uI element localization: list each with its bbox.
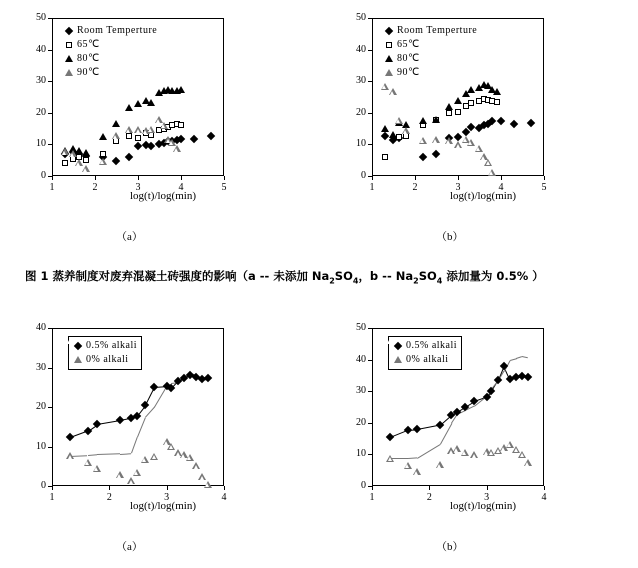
x-axis-tick bbox=[501, 176, 502, 180]
x-axis-tick-label: 5 bbox=[541, 182, 547, 193]
data-point-square bbox=[100, 151, 106, 157]
chart-top-right bbox=[338, 10, 588, 250]
legend-label: 90℃ bbox=[77, 67, 100, 78]
data-point-open-triangle bbox=[116, 471, 124, 478]
y-axis-tick-label: 10 bbox=[36, 440, 46, 452]
y-axis-tick bbox=[48, 18, 52, 19]
data-point-triangle bbox=[493, 88, 501, 95]
y-axis-tick-label: 30 bbox=[36, 361, 46, 373]
y-axis-tick bbox=[48, 407, 52, 408]
legend-item bbox=[71, 353, 137, 366]
x-axis-tick bbox=[429, 486, 430, 490]
data-point-open-triangle bbox=[186, 454, 194, 461]
data-point-open-triangle bbox=[69, 150, 77, 157]
data-point-square bbox=[83, 157, 89, 163]
y-axis-tick-label: 20 bbox=[356, 416, 366, 428]
legend-label: 0% alkali bbox=[406, 354, 449, 365]
legend-item bbox=[62, 66, 157, 79]
data-point-open-triangle bbox=[518, 451, 526, 458]
data-point-open-triangle bbox=[395, 117, 403, 124]
data-point-open-triangle bbox=[141, 456, 149, 463]
data-point-open-triangle bbox=[173, 145, 181, 152]
data-point-open-triangle bbox=[484, 159, 492, 166]
x-axis-tick-label: 1 bbox=[49, 182, 55, 193]
data-point-open-triangle bbox=[84, 459, 92, 466]
data-point-diamond bbox=[393, 341, 401, 349]
data-point-open-triangle bbox=[386, 455, 394, 462]
y-axis-tick bbox=[368, 113, 372, 114]
x-axis-tick bbox=[95, 176, 96, 180]
subfigure-caption: （b） bbox=[436, 541, 464, 553]
data-point-triangle bbox=[147, 99, 155, 106]
y-axis-tick bbox=[368, 423, 372, 424]
y-axis-tick-label: 20 bbox=[356, 106, 366, 118]
x-axis-tick-label: 3 bbox=[164, 492, 170, 503]
data-point-open-triangle bbox=[389, 88, 397, 95]
data-point-open-triangle bbox=[402, 127, 410, 134]
legend-item bbox=[382, 24, 477, 37]
chart-bottom-left bbox=[18, 320, 268, 560]
y-axis-tick-label: 20 bbox=[36, 401, 46, 412]
subfigure-caption: （b） bbox=[436, 231, 464, 243]
x-axis-tick-label: 4 bbox=[541, 492, 547, 503]
chart-top-left bbox=[18, 10, 268, 250]
legend-label: 65℃ bbox=[397, 39, 420, 50]
y-axis-tick bbox=[368, 328, 372, 329]
y-axis-tick bbox=[368, 360, 372, 361]
y-axis-tick bbox=[48, 144, 52, 145]
x-axis-tick-label: 4 bbox=[498, 182, 504, 193]
legend-marker-icon bbox=[62, 28, 75, 34]
legend-label: 65℃ bbox=[77, 39, 100, 50]
data-point-open-triangle bbox=[445, 137, 453, 144]
data-point-square bbox=[135, 135, 141, 141]
data-point-open-triangle bbox=[204, 481, 212, 488]
y-axis-tick bbox=[48, 328, 52, 329]
data-point-open-triangle bbox=[147, 126, 155, 133]
legend-marker-icon bbox=[391, 343, 404, 349]
data-point-square bbox=[62, 160, 68, 166]
y-axis-tick-label: 0 bbox=[361, 170, 366, 181]
y-axis-tick bbox=[368, 18, 372, 19]
x-axis-tick-label: 1 bbox=[369, 182, 375, 193]
legend-item bbox=[391, 353, 457, 366]
data-point-open-triangle bbox=[150, 453, 158, 460]
chart-legend bbox=[68, 336, 142, 370]
y-axis-tick bbox=[368, 81, 372, 82]
chart-legend bbox=[62, 24, 157, 80]
legend-item bbox=[62, 38, 157, 51]
y-axis-tick-label: 40 bbox=[36, 322, 46, 333]
data-point-square bbox=[494, 99, 500, 105]
data-point-open-triangle bbox=[127, 477, 135, 484]
data-point-triangle bbox=[99, 133, 107, 140]
data-point-open-triangle bbox=[385, 69, 393, 76]
x-axis-tick bbox=[224, 486, 225, 490]
subfigure-caption: （a） bbox=[116, 541, 143, 553]
data-point-open-triangle bbox=[133, 469, 141, 476]
y-axis-tick bbox=[368, 144, 372, 145]
data-point-square bbox=[386, 42, 392, 48]
y-axis-tick-label: 40 bbox=[356, 353, 366, 365]
data-point-square bbox=[468, 100, 474, 106]
legend-marker-icon bbox=[62, 42, 75, 48]
legend-marker-icon bbox=[391, 356, 404, 363]
y-axis-tick bbox=[48, 81, 52, 82]
data-point-open-triangle bbox=[436, 461, 444, 468]
x-axis-tick bbox=[458, 176, 459, 180]
x-axis-tick-label: 4 bbox=[178, 182, 184, 193]
legend-item bbox=[382, 38, 477, 51]
x-axis-tick bbox=[52, 486, 53, 490]
data-point-open-triangle bbox=[99, 158, 107, 165]
data-point-triangle bbox=[454, 97, 462, 104]
x-axis-label: log(t)/log(min) bbox=[130, 190, 196, 202]
legend-label: 90℃ bbox=[397, 67, 420, 78]
y-axis-tick-label: 10 bbox=[36, 138, 46, 150]
data-point-square bbox=[446, 110, 452, 116]
data-point-open-triangle bbox=[112, 132, 120, 139]
x-axis-tick bbox=[544, 486, 545, 490]
data-point-open-triangle bbox=[470, 451, 478, 458]
x-axis-tick bbox=[415, 176, 416, 180]
data-point-square bbox=[126, 133, 132, 139]
data-point-open-triangle bbox=[524, 459, 532, 466]
data-point-open-triangle bbox=[419, 137, 427, 144]
legend-item bbox=[382, 66, 477, 79]
data-point-open-triangle bbox=[65, 69, 73, 76]
legend-label: Room Temperture bbox=[77, 25, 158, 36]
legend-marker-icon bbox=[71, 356, 84, 363]
y-axis-tick-label: 50 bbox=[356, 12, 366, 23]
legend-marker-icon bbox=[382, 69, 395, 76]
y-axis-tick-label: 0 bbox=[41, 170, 46, 181]
data-point-open-triangle bbox=[125, 126, 133, 133]
y-axis-tick-label: 50 bbox=[356, 322, 366, 333]
legend-marker-icon bbox=[382, 28, 395, 34]
legend-marker-icon bbox=[62, 69, 75, 76]
subfigure-caption: （a） bbox=[116, 231, 143, 243]
x-axis-tick bbox=[372, 486, 373, 490]
y-axis-tick-label: 20 bbox=[36, 106, 46, 118]
data-point-open-triangle bbox=[413, 468, 421, 475]
x-axis-tick bbox=[224, 176, 225, 180]
data-point-open-triangle bbox=[66, 452, 74, 459]
data-point-triangle bbox=[125, 104, 133, 111]
legend-label: 0.5% alkali bbox=[406, 340, 458, 351]
y-axis-tick-label: 30 bbox=[356, 75, 366, 87]
x-axis-tick-label: 3 bbox=[484, 492, 490, 503]
x-axis-tick-label: 3 bbox=[455, 182, 461, 193]
data-point-square bbox=[178, 122, 184, 128]
data-point-open-triangle bbox=[160, 122, 168, 129]
data-point-diamond bbox=[64, 26, 72, 34]
x-axis-tick-label: 3 bbox=[135, 182, 141, 193]
x-axis-tick-label: 1 bbox=[49, 492, 55, 503]
legend-item bbox=[71, 339, 137, 352]
data-point-triangle bbox=[445, 103, 453, 110]
y-axis-tick bbox=[368, 454, 372, 455]
y-axis-tick bbox=[48, 368, 52, 369]
y-axis-tick-label: 50 bbox=[36, 12, 46, 23]
series-line bbox=[120, 453, 132, 455]
x-axis-tick bbox=[181, 176, 182, 180]
data-point-diamond bbox=[73, 341, 81, 349]
x-axis-label: log(t)/log(min) bbox=[450, 190, 516, 202]
chart-bottom-right bbox=[338, 320, 588, 560]
x-axis-tick-label: 4 bbox=[221, 492, 227, 503]
data-point-triangle bbox=[177, 86, 185, 93]
data-point-diamond bbox=[384, 26, 392, 34]
y-axis-tick-label: 30 bbox=[356, 385, 366, 397]
y-axis-tick bbox=[368, 391, 372, 392]
y-axis-tick bbox=[368, 50, 372, 51]
data-point-triangle bbox=[82, 149, 90, 156]
legend-marker-icon bbox=[71, 343, 84, 349]
data-point-triangle bbox=[112, 120, 120, 127]
legend-item bbox=[62, 52, 157, 65]
figure-caption: 图 1 蒸养制度对废弃混凝土砖强度的影响（a -- 未添加 $Na_2SO_4$，b -- $Na_2SO_4$ 添加量为 0.5% ） bbox=[25, 269, 544, 286]
chart-legend bbox=[382, 24, 477, 80]
legend-item bbox=[391, 339, 457, 352]
y-axis-tick-label: 40 bbox=[356, 43, 366, 55]
legend-item bbox=[382, 52, 477, 65]
y-axis-tick-label: 0 bbox=[361, 480, 366, 491]
y-axis-tick-label: 30 bbox=[36, 75, 46, 87]
x-axis-tick bbox=[52, 176, 53, 180]
legend-item bbox=[62, 24, 157, 37]
y-axis-tick-label: 0 bbox=[41, 480, 46, 491]
data-point-open-triangle bbox=[475, 145, 483, 152]
y-axis-tick-label: 10 bbox=[356, 448, 366, 460]
legend-marker-icon bbox=[382, 55, 395, 62]
x-axis-tick bbox=[372, 176, 373, 180]
legend-marker-icon bbox=[62, 55, 75, 62]
legend-label: 0% alkali bbox=[86, 354, 129, 365]
chart-legend bbox=[388, 336, 462, 370]
data-point-square bbox=[455, 109, 461, 115]
x-axis-tick-label: 2 bbox=[412, 182, 418, 193]
data-point-open-triangle bbox=[488, 169, 496, 176]
x-axis-label: log(t)/log(min) bbox=[130, 500, 196, 512]
data-point-open-triangle bbox=[394, 356, 402, 363]
x-axis-tick bbox=[167, 486, 168, 490]
data-point-triangle bbox=[389, 131, 397, 138]
data-point-open-triangle bbox=[453, 445, 461, 452]
x-axis-tick-label: 5 bbox=[221, 182, 227, 193]
data-point-open-triangle bbox=[404, 462, 412, 469]
x-axis-tick bbox=[487, 486, 488, 490]
data-point-open-triangle bbox=[461, 449, 469, 456]
x-axis-tick bbox=[138, 176, 139, 180]
x-axis-tick-label: 1 bbox=[369, 492, 375, 503]
y-axis-tick-label: 40 bbox=[36, 43, 46, 55]
legend-label: 0.5% alkali bbox=[86, 340, 138, 351]
y-axis-tick-label: 10 bbox=[356, 138, 366, 150]
data-point-triangle bbox=[419, 117, 427, 124]
y-axis-tick bbox=[48, 50, 52, 51]
x-axis-tick bbox=[109, 486, 110, 490]
data-point-open-triangle bbox=[82, 165, 90, 172]
x-axis-tick bbox=[544, 176, 545, 180]
data-point-open-triangle bbox=[432, 136, 440, 143]
y-axis-tick bbox=[48, 447, 52, 448]
legend-label: Room Temperture bbox=[397, 25, 478, 36]
data-point-square bbox=[382, 154, 388, 160]
y-axis-tick bbox=[48, 113, 52, 114]
data-point-square bbox=[66, 42, 72, 48]
data-point-open-triangle bbox=[93, 465, 101, 472]
data-point-triangle bbox=[385, 55, 393, 62]
data-point-open-triangle bbox=[192, 462, 200, 469]
x-axis-tick-label: 2 bbox=[106, 492, 112, 503]
data-point-open-triangle bbox=[198, 473, 206, 480]
legend-label: 80℃ bbox=[77, 53, 100, 64]
x-axis-label: log(t)/log(min) bbox=[450, 500, 516, 512]
x-axis-tick-label: 2 bbox=[92, 182, 98, 193]
data-point-triangle bbox=[432, 116, 440, 123]
data-point-triangle bbox=[65, 55, 73, 62]
legend-marker-icon bbox=[382, 42, 395, 48]
legend-label: 80℃ bbox=[397, 53, 420, 64]
x-axis-tick-label: 2 bbox=[426, 492, 432, 503]
data-point-open-triangle bbox=[74, 356, 82, 363]
